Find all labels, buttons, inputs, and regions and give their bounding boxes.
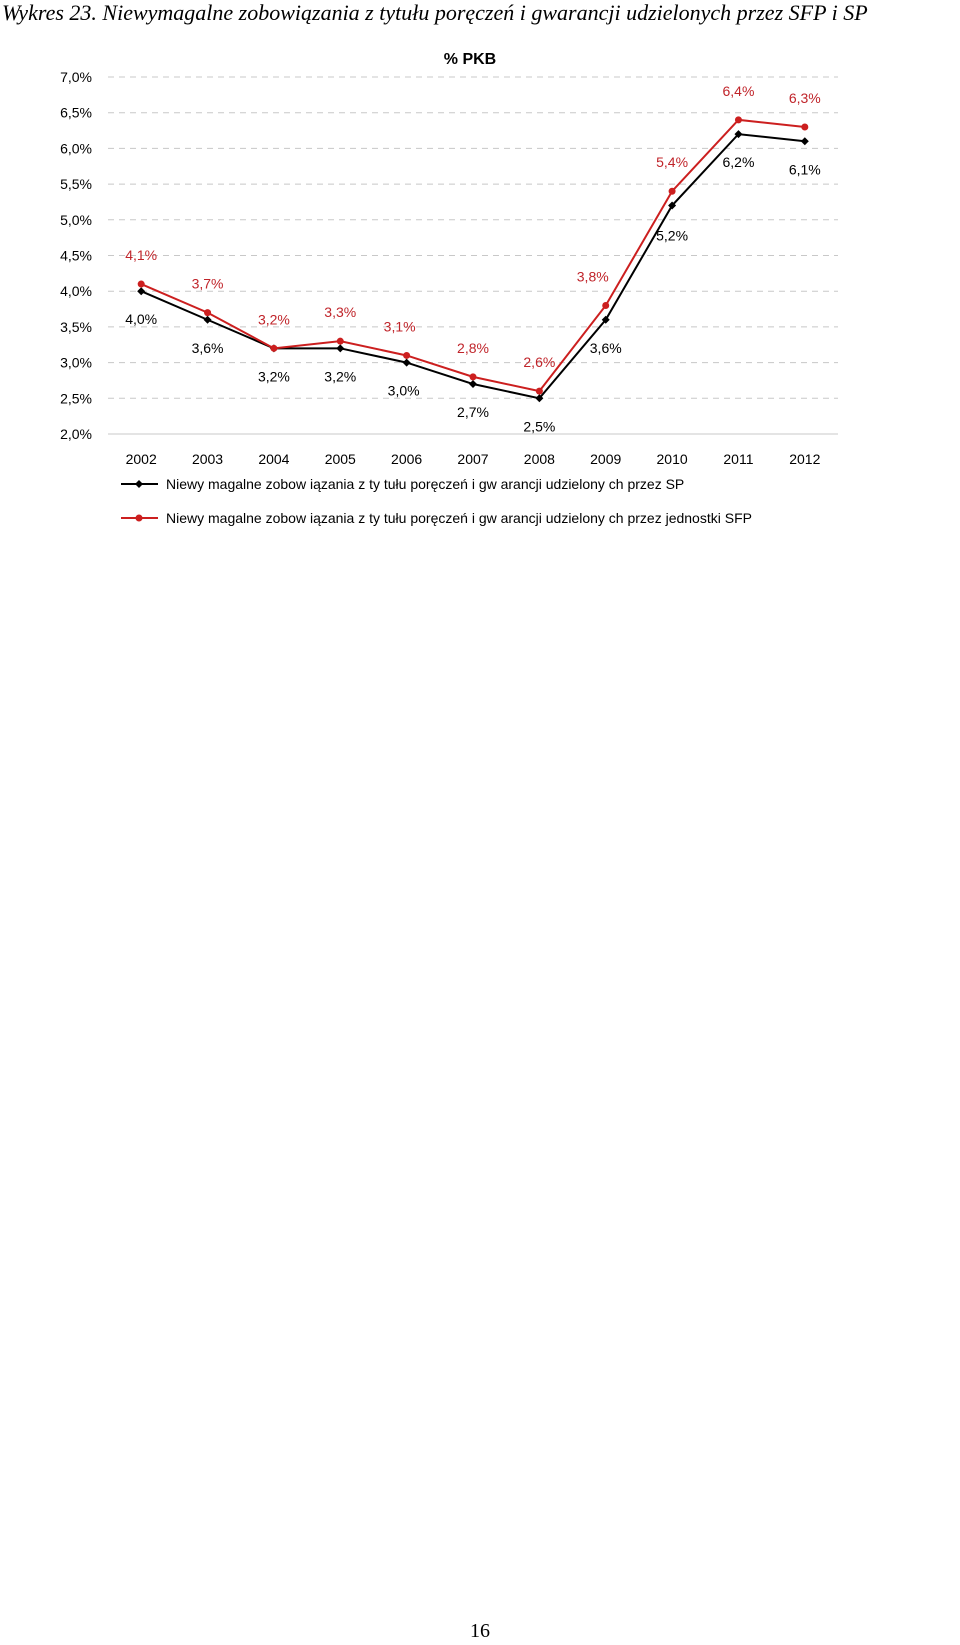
page-number: 16: [470, 1620, 490, 1642]
data-point-circle: [470, 373, 477, 380]
y-tick-label: 5,0%: [60, 211, 92, 228]
data-point-circle: [536, 388, 543, 395]
x-tick-label: 2006: [391, 451, 423, 467]
data-label: 3,2%: [324, 368, 357, 385]
data-point-circle: [602, 302, 609, 309]
x-tick-label: 2009: [590, 451, 622, 467]
data-point-circle: [204, 309, 211, 316]
series-line-1: [141, 134, 805, 398]
data-point-diamond: [137, 287, 145, 295]
y-tick-label: 6,0%: [60, 140, 92, 157]
y-tick-label: 2,5%: [60, 390, 92, 407]
data-label: 6,4%: [722, 82, 755, 99]
x-tick-label: 2012: [789, 451, 821, 467]
y-tick-label: 2,0%: [60, 426, 92, 442]
x-tick-label: 2002: [125, 451, 157, 467]
x-axis: [108, 434, 838, 467]
data-label: 6,1%: [788, 161, 821, 178]
legend-marker-diamond: [135, 480, 143, 488]
legend-marker-circle: [136, 515, 143, 522]
x-tick-label: 2005: [324, 451, 356, 467]
data-label: 2,8%: [457, 339, 489, 356]
data-point-circle: [669, 188, 676, 195]
data-label: 5,2%: [656, 227, 689, 244]
data-label: 4,1%: [125, 247, 158, 264]
data-point-diamond: [801, 137, 809, 145]
data-point-diamond: [336, 344, 344, 352]
y-tick-label: 3,5%: [60, 318, 92, 335]
data-point-diamond: [403, 359, 411, 367]
y-axis: [60, 69, 92, 442]
data-label: 4,0%: [125, 311, 158, 328]
data-label: 2,6%: [523, 354, 556, 371]
data-point-circle: [337, 338, 344, 345]
y-tick-label: 4,5%: [60, 247, 92, 264]
x-tick-label: 2003: [191, 451, 224, 467]
x-tick-label: 2008: [523, 451, 555, 467]
data-label: 3,6%: [191, 339, 224, 356]
x-tick-label: 2010: [656, 451, 688, 467]
x-tick-label: 2004: [258, 451, 290, 467]
data-label: 6,3%: [788, 89, 821, 106]
data-point-diamond: [469, 380, 477, 388]
data-label: 3,8%: [576, 268, 609, 285]
data-label: 3,7%: [191, 275, 224, 292]
data-point-diamond: [204, 316, 212, 324]
y-tick-label: 3,0%: [60, 354, 92, 371]
y-tick-label: 6,5%: [60, 104, 92, 121]
y-tick-label: 4,0%: [60, 283, 92, 300]
data-label: 3,0%: [387, 382, 420, 399]
figure-caption: Wykres 23. Niewymagalne zobowiązania z tytułu poręczeń i gwarancji udzielonych przez SFP i SP: [2, 0, 868, 25]
data-point-circle: [735, 116, 742, 123]
legend: [121, 476, 752, 526]
data-label: 2,5%: [523, 418, 556, 435]
data-label: 3,2%: [257, 311, 290, 328]
y-tick-label: 7,0%: [60, 69, 92, 85]
data-point-circle: [270, 345, 277, 352]
data-point-circle: [403, 352, 410, 359]
line-chart: [0, 0, 960, 560]
data-label: 5,4%: [656, 154, 689, 171]
data-label: 3,6%: [589, 339, 622, 356]
legend-label-2: Niewy magalne zobow iązania z ty tułu poręczeń i gw arancji udzielony ch przez jednostki SFP: [166, 510, 752, 526]
data-label: 6,2%: [722, 154, 755, 171]
chart-title: % PKB: [443, 51, 497, 68]
data-point-circle: [801, 123, 808, 130]
data-label: 2,7%: [457, 404, 489, 421]
data-label: 3,1%: [383, 318, 416, 335]
legend-label-1: Niewy magalne zobow iązania z ty tułu poręczeń i gw arancji udzielony ch przez SP: [166, 476, 685, 492]
data-point-circle: [138, 281, 145, 288]
x-tick-label: 2007: [457, 451, 489, 467]
x-tick-label: 2011: [723, 451, 754, 467]
y-tick-label: 5,5%: [60, 176, 92, 193]
data-label: 3,2%: [257, 368, 290, 385]
series-group: [125, 83, 821, 434]
data-label: 3,3%: [324, 304, 357, 321]
